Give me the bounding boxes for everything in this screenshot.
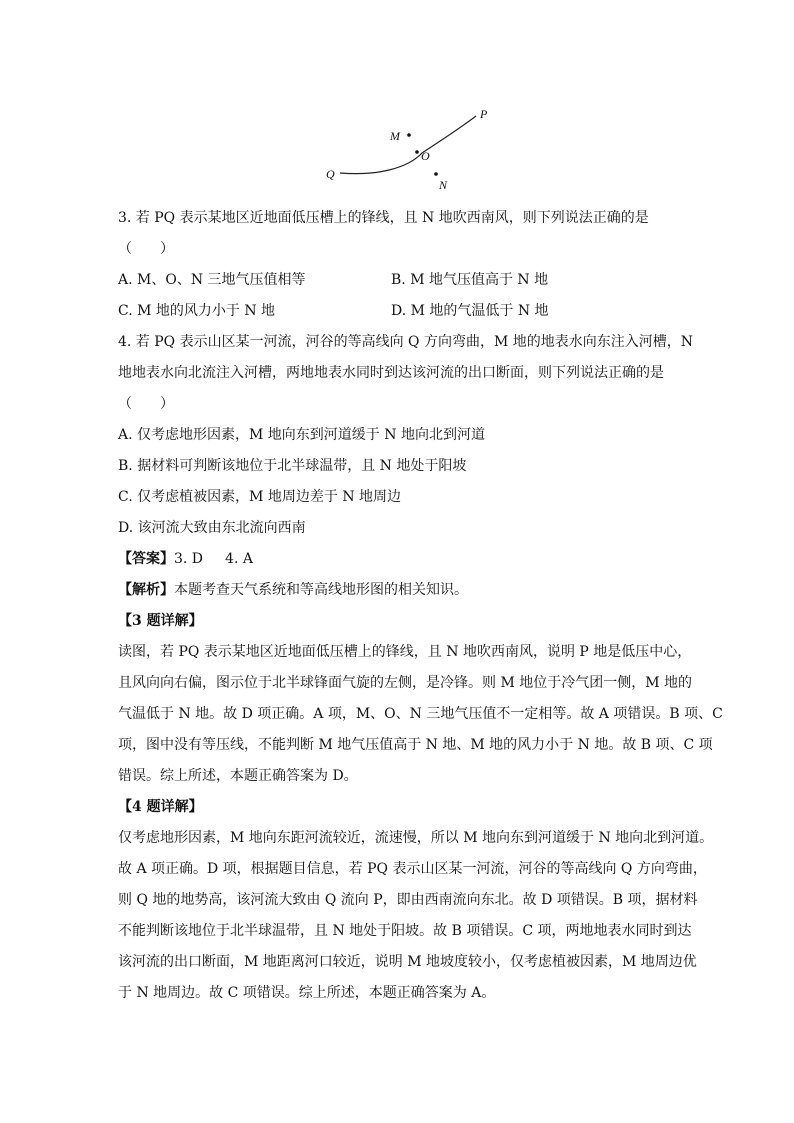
point-n-dot bbox=[434, 172, 438, 176]
q4-option-b: B. 据材料可判断该地位于北半球温带，且 N 地处于阳坡 bbox=[118, 458, 467, 474]
analysis-label: 【解析】 bbox=[118, 582, 174, 598]
pq-line-diagram bbox=[318, 100, 508, 195]
detail4-heading: 【4 题详解】 bbox=[118, 799, 203, 815]
pq-line-figure bbox=[318, 100, 508, 195]
detail4-line: 则 Q 地的地势高，该河流大致由 Q 流向 P，即由西南流向东北。故 D 项错误。B 项，据材料 bbox=[118, 892, 698, 908]
detail4-line: 故 A 项正确。D 项，根据题目信息，若 PQ 表示山区某一河流，河谷的等高线向 Q 方向弯曲， bbox=[118, 861, 707, 877]
detail3-heading: 【3 题详解】 bbox=[118, 613, 203, 629]
point-m-dot bbox=[407, 133, 411, 137]
q4-blank: （ ） bbox=[118, 396, 174, 412]
label-p: P bbox=[480, 107, 488, 121]
detail4-line: 不能判断该地位于北半球温带，且 N 地处于阳坡。故 B 项错误。C 项，两地地表水同时到达 bbox=[118, 923, 692, 939]
label-q: Q bbox=[326, 167, 335, 181]
q3-option-c: C. M 地的风力小于 N 地 bbox=[118, 303, 276, 319]
detail3-line: 且风向向右偏，图示位于北半球锋面气旋的左侧，是冷锋。则 M 地位于冷气团一侧，M 地的 bbox=[118, 675, 693, 691]
q3-options-row-1 bbox=[118, 265, 678, 296]
label-o: O bbox=[421, 149, 430, 163]
front-line bbox=[340, 116, 476, 174]
detail3-line: 读图，若 PQ 表示某地区近地面低压槽上的锋线，且 N 地吹西南风，说明 P 地是低压中心， bbox=[118, 644, 692, 660]
answer-q4: 4. A bbox=[225, 551, 253, 567]
detail4-line: 于 N 地周边。故 C 项错误。综上所述，本题正确答案为 A。 bbox=[118, 985, 496, 1001]
point-o-dot bbox=[415, 150, 419, 154]
answer-label: 【答案】 bbox=[118, 551, 174, 567]
analysis-line bbox=[118, 575, 678, 606]
detail3-line: 错误。综上所述，本题正确答案为 D。 bbox=[118, 768, 358, 784]
q3-option-a: A. M、O、N 三地气压值相等 bbox=[118, 272, 306, 288]
q4-option-a: A. 仅考虑地形因素，M 地向东到河道缓于 N 地向北到河道 bbox=[118, 427, 485, 443]
q4-option-d: D. 该河流大致由东北流向西南 bbox=[118, 520, 306, 536]
label-m: M bbox=[390, 129, 400, 143]
answer-line bbox=[118, 544, 678, 575]
detail4-line: 仅考虑地形因素，M 地向东距河流较近，流速慢，所以 M 地向东到河道缓于 N 地向北到河道。 bbox=[118, 830, 714, 846]
detail3-line: 气温低于 N 地。故 D 项正确。A 项，M、O、N 三地气压值不一定相等。故 A 项错误。B 项、C bbox=[118, 706, 723, 722]
document-body bbox=[118, 203, 723, 1009]
q4-stem-line: 地地表水向北流注入河槽，两地地表水同时到达该河流的出口断面，则下列说法正确的是 bbox=[118, 365, 664, 381]
q4-option-c: C. 仅考虑植被因素，M 地周边差于 N 地周边 bbox=[118, 489, 402, 505]
q3-blank: （ ） bbox=[118, 241, 174, 257]
q3-option-d: D. M 地的气温低于 N 地 bbox=[391, 303, 549, 319]
q4-stem-line: 4. 若 PQ 表示山区某一河流，河谷的等高线向 Q 方向弯曲，M 地的地表水向东注入河槽，N bbox=[118, 334, 694, 350]
detail4-line: 该河流的出口断面，M 地距离河口较近，说明 M 地坡度较小，仅考虑植被因素，M 地周边优 bbox=[118, 954, 697, 970]
analysis-text: 本题考查天气系统和等高线地形图的相关知识。 bbox=[174, 582, 468, 598]
q3-stem: 3. 若 PQ 表示某地区近地面低压槽上的锋线，且 N 地吹西南风，则下列说法正确的是 bbox=[118, 210, 649, 226]
answer-q3: 3. D bbox=[174, 551, 204, 567]
label-n: N bbox=[439, 178, 448, 192]
detail3-line: 项，图中没有等压线，不能判断 M 地气压值高于 N 地、M 地的风力小于 N 地。故 B 项、C 项 bbox=[118, 737, 713, 753]
q3-option-b: B. M 地气压值高于 N 地 bbox=[391, 272, 549, 288]
q3-options-row-2 bbox=[118, 296, 678, 327]
